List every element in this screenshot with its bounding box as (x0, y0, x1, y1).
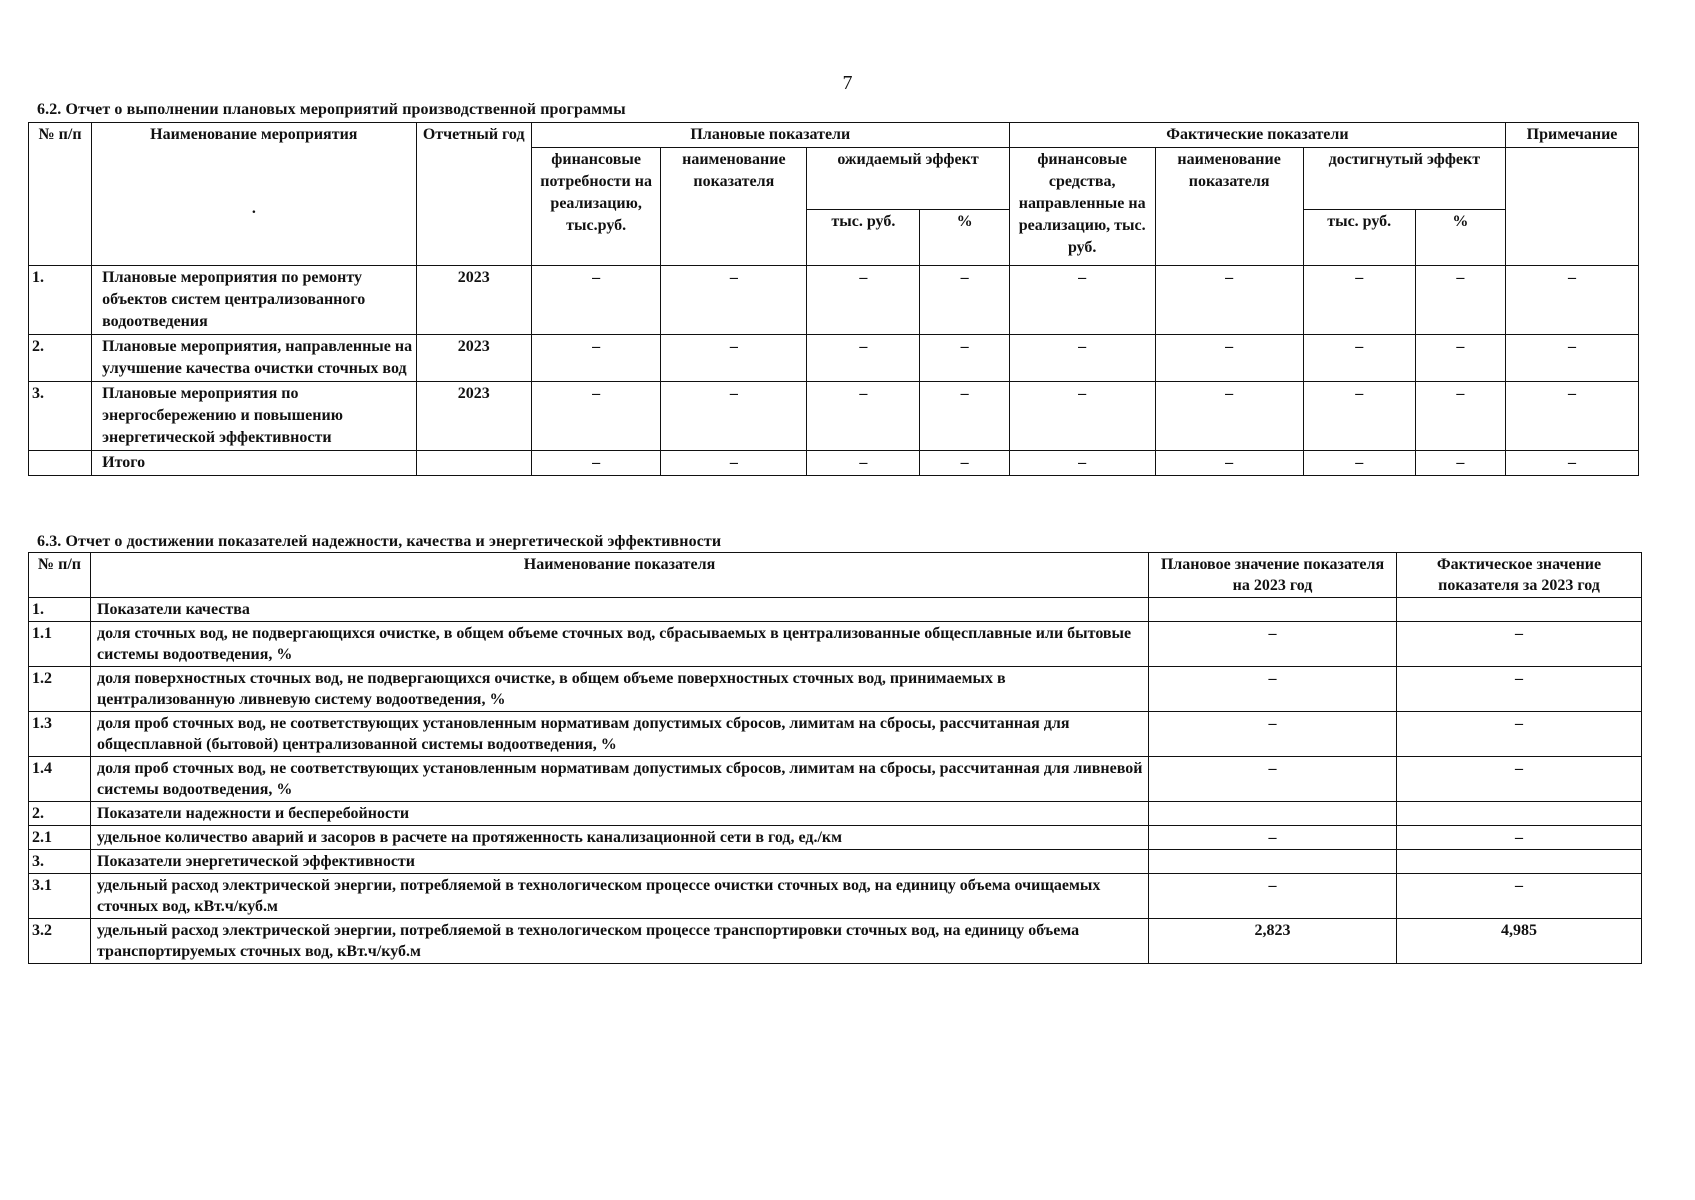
cell-value: – (1155, 382, 1303, 451)
row-plan (1149, 850, 1397, 874)
row-plan (1149, 802, 1397, 826)
row-year: 2023 (416, 335, 531, 382)
header-fact-fin: финансовые средства, направленные на реализацию, тыс. руб. (1009, 148, 1155, 266)
cell-value: – (807, 335, 920, 382)
header-plan: Плановое значение показателя на 2023 год (1149, 553, 1397, 598)
cell-value: – (1009, 451, 1155, 476)
row-fact: – (1397, 712, 1642, 757)
section-title-6-3: 6.3. Отчет о достижении показателей надежности, качества и энергетической эффективности (37, 533, 722, 550)
cell-value: – (1303, 266, 1415, 335)
row-year (416, 451, 531, 476)
row-num: 1.1 (29, 622, 91, 667)
row-name: доля поверхностных сточных вод, не подвергающихся очистке, в общем объеме поверхностных сточных вод, принимаемых в централизованную ливневую систему водоотведения, % (91, 667, 1149, 712)
cell-value: – (661, 266, 807, 335)
header-plan-effect: ожидаемый эффект (807, 148, 1009, 210)
cell-value: – (1009, 382, 1155, 451)
header-note-empty (1506, 148, 1639, 266)
row-fact (1397, 850, 1642, 874)
header-name (92, 123, 416, 266)
row-name: доля сточных вод, не подвергающихся очистке, в общем объеме сточных вод, сбрасываемых в централизованные общесплавные или бытовые системы водоотведения, % (91, 622, 1149, 667)
cell-value: – (1009, 335, 1155, 382)
row-plan: 2,823 (1149, 919, 1397, 964)
row-plan: – (1149, 757, 1397, 802)
row-fact: – (1397, 667, 1642, 712)
cell-value: – (807, 382, 920, 451)
row-name: доля проб сточных вод, не соответствующих установленным нормативам допустимых сбросов, лимитам на сбросы, рассчитанная для ливневой системы водоотведения, % (91, 757, 1149, 802)
header-plan-fin: финансовые потребности на реализацию, тыс.руб. (531, 148, 661, 266)
header-name-mark: . (251, 200, 256, 217)
header-planned: Плановые показатели (531, 123, 1009, 148)
cell-value: – (661, 335, 807, 382)
cell-value: – (1415, 382, 1505, 451)
table-row (29, 757, 1642, 802)
row-fact: – (1397, 826, 1642, 850)
cell-value: – (661, 451, 807, 476)
row-fact: 4,985 (1397, 919, 1642, 964)
table-row (29, 667, 1642, 712)
row-name: Плановые мероприятия по ремонту объектов систем централизованного водоотведения (92, 266, 416, 335)
row-plan: – (1149, 826, 1397, 850)
header-name: Наименование показателя (91, 553, 1149, 598)
row-num: 3.1 (29, 874, 91, 919)
row-name: Плановые мероприятия по энергосбережению и повышению энергетической эффективности (92, 382, 416, 451)
row-num: 1. (29, 598, 91, 622)
table-row (29, 919, 1642, 964)
cell-value: – (1506, 451, 1639, 476)
header-plan-indicator: наименование показателя (661, 148, 807, 266)
cell-value: – (1415, 451, 1505, 476)
table-row (29, 622, 1642, 667)
row-year: 2023 (416, 266, 531, 335)
row-plan (1149, 598, 1397, 622)
row-num: 3. (29, 850, 91, 874)
table-row (29, 266, 1639, 335)
page-number: 7 (842, 72, 853, 94)
cell-value: – (531, 335, 661, 382)
cell-value: – (531, 382, 661, 451)
row-num: 1.4 (29, 757, 91, 802)
row-plan: – (1149, 667, 1397, 712)
cell-value: – (1155, 335, 1303, 382)
cell-value: – (531, 451, 661, 476)
cell-value: – (920, 382, 1009, 451)
header-fact-pct: % (1415, 209, 1505, 266)
row-num: 2.1 (29, 826, 91, 850)
table-row (29, 598, 1642, 622)
header-name-label: Наименование мероприятия (150, 126, 358, 143)
header-fact-indicator: наименование показателя (1155, 148, 1303, 266)
row-plan: – (1149, 874, 1397, 919)
row-num: 1. (29, 266, 92, 335)
row-name: Плановые мероприятия, направленные на улучшение качества очистки сточных вод (92, 335, 416, 382)
indicators-table (28, 552, 1642, 964)
header-plan-pct: % (920, 209, 1009, 266)
cell-value: – (1506, 382, 1639, 451)
total-row (29, 451, 1639, 476)
header-fact: Фактическое значение показателя за 2023 год (1397, 553, 1642, 598)
row-name: удельный расход электрической энергии, потребляемой в технологическом процессе очистки сточных вод, на единицу объема очищаемых сточных вод, кВт.ч/куб.м (91, 874, 1149, 919)
row-num: 1.3 (29, 712, 91, 757)
row-fact: – (1397, 757, 1642, 802)
row-num: 2. (29, 802, 91, 826)
table-row (29, 850, 1642, 874)
cell-value: – (1303, 335, 1415, 382)
row-fact: – (1397, 874, 1642, 919)
row-plan: – (1149, 622, 1397, 667)
cell-value: – (920, 335, 1009, 382)
cell-value: – (531, 266, 661, 335)
cell-value: – (807, 266, 920, 335)
header-plan-rub: тыс. руб. (807, 209, 920, 266)
row-year: 2023 (416, 382, 531, 451)
table-row (29, 712, 1642, 757)
cell-value: – (1009, 266, 1155, 335)
cell-value: – (1415, 266, 1505, 335)
header-note: Примечание (1506, 123, 1639, 148)
row-name: Показатели надежности и бесперебойности (91, 802, 1149, 826)
row-num: 1.2 (29, 667, 91, 712)
cell-value: – (1303, 382, 1415, 451)
row-name: доля проб сточных вод, не соответствующих установленным нормативам допустимых сбросов, лимитам на сбросы, рассчитанная для общесплавной (бытовой) централизованной системы водоотведения, % (91, 712, 1149, 757)
planned-activities-table (28, 122, 1639, 476)
row-num: 3.2 (29, 919, 91, 964)
row-name: удельный расход электрической энергии, потребляемой в технологическом процессе транспортировки сточных вод, на единицу объема транспортируемых сточных вод, кВт.ч/куб.м (91, 919, 1149, 964)
cell-value: – (1155, 451, 1303, 476)
row-name: Показатели качества (91, 598, 1149, 622)
cell-value: – (920, 451, 1009, 476)
row-fact (1397, 598, 1642, 622)
header-row-1 (29, 123, 1639, 148)
table-row (29, 382, 1639, 451)
row-num: 2. (29, 335, 92, 382)
header-year: Отчетный год (416, 123, 531, 266)
cell-value: – (807, 451, 920, 476)
cell-value: – (1506, 266, 1639, 335)
header-row (29, 553, 1642, 598)
row-num: 3. (29, 382, 92, 451)
cell-value: – (1303, 451, 1415, 476)
row-fact: – (1397, 622, 1642, 667)
row-name: Итого (92, 451, 416, 476)
row-name: Показатели энергетической эффективности (91, 850, 1149, 874)
header-num: № п/п (29, 553, 91, 598)
table-row (29, 802, 1642, 826)
section-title-6-2: 6.2. Отчет о выполнении плановых мероприятий производственной программы (37, 101, 626, 118)
cell-value: – (1415, 335, 1505, 382)
cell-value: – (1155, 266, 1303, 335)
table-row (29, 874, 1642, 919)
row-fact (1397, 802, 1642, 826)
table-row (29, 335, 1639, 382)
row-plan: – (1149, 712, 1397, 757)
cell-value: – (661, 382, 807, 451)
table-row (29, 826, 1642, 850)
cell-value: – (1506, 335, 1639, 382)
header-num: № п/п (29, 123, 92, 266)
header-fact-effect: достигнутый эффект (1303, 148, 1505, 210)
header-fact-rub: тыс. руб. (1303, 209, 1415, 266)
cell-value: – (920, 266, 1009, 335)
row-name: удельное количество аварий и засоров в расчете на протяженность канализационной сети в год, ед./км (91, 826, 1149, 850)
row-num (29, 451, 92, 476)
header-actual: Фактические показатели (1009, 123, 1505, 148)
